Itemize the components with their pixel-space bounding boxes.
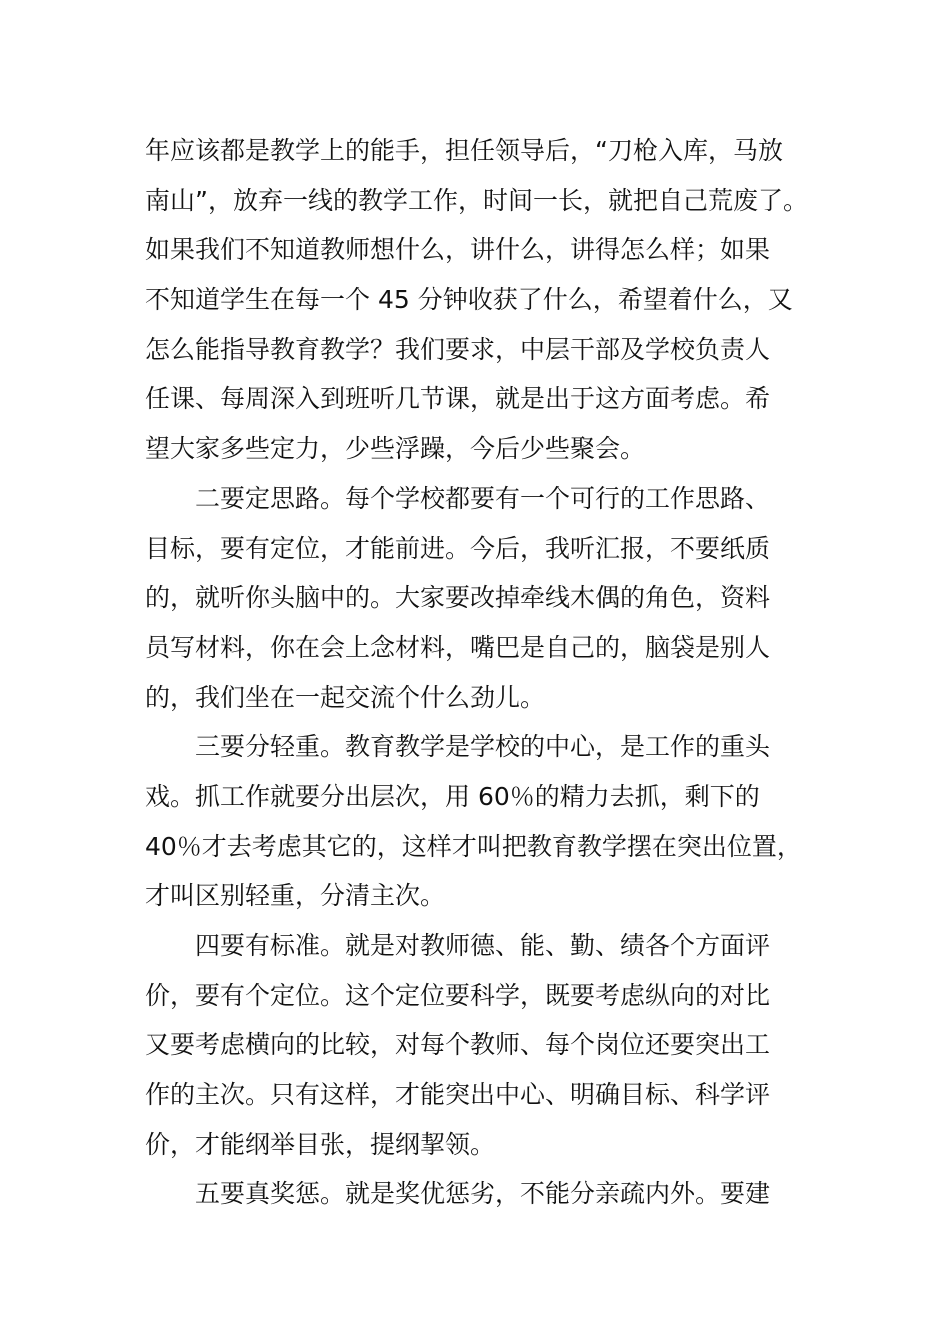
text-line: 如果我们不知道教师想什么，讲什么，讲得怎么样；如果 [145, 235, 771, 265]
text-line: 戏。抓工作就要分出层次，用 60％的精力去抓，剩下的 [145, 781, 760, 811]
document-body [145, 126, 845, 1219]
text-line: 怎么能指导教育教学？我们要求，中层干部及学校负责人 [145, 334, 771, 364]
text-line: 作的主次。只有这样，才能突出中心、明确目标、科学评 [145, 1080, 771, 1110]
text-line: 不知道学生在每一个 45 分钟收获了什么，希望着什么，又 [145, 285, 793, 315]
text-line: 任课、每周深入到班听几节课，就是出于这方面考虑。希 [145, 384, 771, 414]
text-line: 价，才能纲举目张，提纲挈领。 [145, 1129, 496, 1159]
text-line: 又要考虑横向的比较，对每个教师、每个岗位还要突出工 [145, 1030, 771, 1060]
text-line: 南山”，放弃一线的教学工作，时间一长，就把自己荒废了。 [145, 185, 808, 215]
text-line: 的，就听你头脑中的。大家要改掉牵线木偶的角色，资料 [145, 583, 771, 613]
paragraph-start-line: 二要定思路。每个学校都要有一个可行的工作思路、 [195, 483, 771, 513]
text-line: 40％才去考虑其它的，这样才叫把教育教学摆在突出位置， [145, 831, 802, 861]
text-line: 望大家多些定力，少些浮躁，今后少些聚会。 [145, 434, 646, 464]
text-line: 员写材料，你在会上念材料，嘴巴是自己的，脑袋是别人 [145, 632, 771, 662]
text-line: 的，我们坐在一起交流个什么劲儿。 [145, 682, 546, 712]
text-line: 目标，要有定位，才能前进。今后，我听汇报，不要纸质 [145, 533, 771, 563]
text-line: 才叫区别轻重，分清主次。 [145, 881, 446, 911]
text-line: 年应该都是教学上的能手，担任领导后，“刀枪入库，马放 [145, 136, 783, 165]
paragraph-start-line: 三要分轻重。教育教学是学校的中心，是工作的重头 [195, 732, 771, 762]
paragraph-start-line: 五要真奖惩。就是奖优惩劣，不能分亲疏内外。要建 [195, 1179, 771, 1209]
text-line: 价，要有个定位。这个定位要科学，既要考虑纵向的对比 [145, 980, 771, 1010]
paragraph-start-line: 四要有标准。就是对教师德、能、勤、绩各个方面评 [195, 931, 771, 960]
